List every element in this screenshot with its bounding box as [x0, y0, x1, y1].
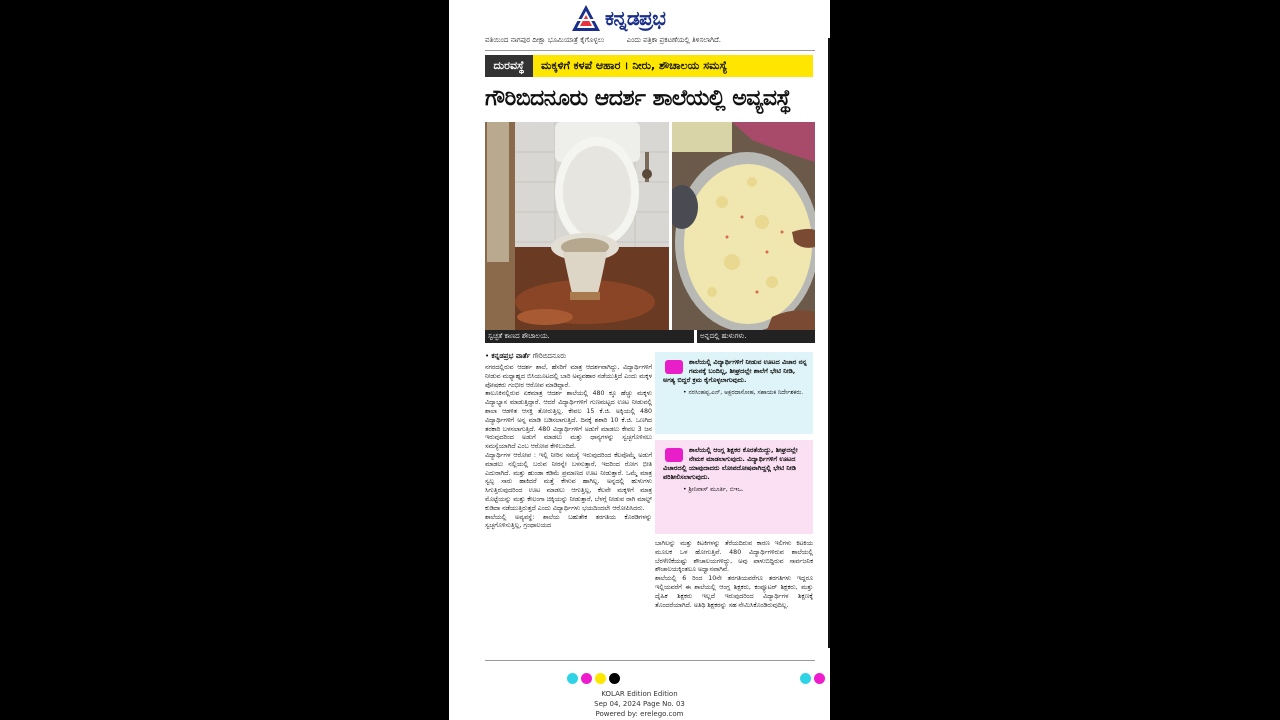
magenta-swatch	[581, 673, 592, 684]
quote-author: • ನರಸಿಂಹಪ್ಪ.ಎನ್, ಅಕ್ಷರದಾಸೋಹ, ಸಹಾಯಕ ನಿರ್ದೇಶಕರು.	[683, 389, 804, 396]
photo2-caption: ಅನ್ನದಲ್ಲಿ ಹುಳುಗಳು.	[697, 330, 815, 343]
top-rule	[485, 50, 815, 51]
headline: ಗೌರಿಬಿದನೂರು ಆದರ್ಶ ಶಾಲೆಯಲ್ಲಿ ಅವ್ಯವಸ್ಥೆ	[485, 86, 791, 111]
quote-text: ಶಾಲೆಯಲ್ಲಿ ವಿದ್ಯಾರ್ಥಿಗಳಿಗೆ ನೀಡುವ ಊಟದ ವಿಚಾರ ನನ್ನ ಗಮನಕ್ಕೆ ಬಂದಿಲ್ಲ, ಶೀಘ್ರದಲ್ಲೇ ಶಾಲೆಗೆ ಭೇಟಿ ನೀಡಿ, ಅಗತ್ಯ ಬಿದ್ದರೆ ಕ್ರಮ ಕೈಗೊಳ್ಳಲಾಗುವುದು.	[663, 358, 807, 384]
quote-box-1	[655, 352, 813, 434]
rice-photo	[672, 122, 815, 330]
page-footer	[449, 689, 830, 719]
kicker-bar	[485, 55, 813, 77]
footer-edition: KOLAR Edition Edition	[601, 690, 678, 698]
photo1-caption: ಸ್ವಚ್ಛತೆ ಕಾಣದ ಶೌಚಾಲಯ.	[485, 330, 694, 343]
registration-swatches	[567, 669, 623, 688]
article-body-left	[485, 364, 652, 656]
quote-text: ಶಾಲೆಯಲ್ಲಿ ಆಂಗ್ಲ ಶಿಕ್ಷಕರ ಕೊರತೆಯಿದ್ದು, ಶೀಘ್ರದಲ್ಲೇ ನೇಮಕ ಮಾಡಲಾಗುವುದು. ವಿದ್ಯಾರ್ಥಿಗಳಿಗೆ ಊಟದ ವಿಚಾರದಲ್ಲಿ ಯಾವುದಾದರು ಲೋಪದೋಷವಾಗಿದ್ದಲ್ಲಿ ಭೇಟಿ ನೀಡಿ ಪರಿಶೀಲಿಸಲಾಗುವುದು.	[663, 446, 798, 481]
byline-source: ಕನ್ನಡಪ್ರಭ ವಾರ್ತೆ	[491, 352, 531, 360]
adjacent-page-swatches	[800, 669, 828, 688]
article-paragraph: ವಿದ್ಯಾರ್ಥಿಗಳ ಆರೋಪ : ಇಲ್ಲಿ ನೀರಿನ ಸಮಸ್ಯೆ ಇರುವುದರಿಂದ ಕೆಲವೊಮ್ಮೆ ಅಡುಗೆ ಮಾಡಲು ನಲ್ಲಿಯಲ್ಲಿ ಬರುವ ನೀರನ್ನೇ ಬಳಸುತ್ತಾರೆ, ಇದರಿಂದ ರೋಗ ಭೀತಿ ಎದುರಾಗಿದೆ. ಮತ್ತು ಹುಂಡಾ ಕಡಿಮೆ ಪ್ರಮಾಣದ ಊಟ ನೀಡುತ್ತಾರೆ. ಒಮ್ಮೆ ಮಾತ್ರ ಸ್ವಲ್ಪ ಸಾರು ಹಾಕಿದರೆ ಮತ್ತೆ ಕೇಳುವ ಹಾಗಿಲ್ಲ. ಅನ್ನದಲ್ಲಿ ಹುಳುಗಳು ಸಿಗುತ್ತಿರುವುದರಿಂದ ಊಟ ಮಾಡಲು ಆಗುತ್ತಿಲ್ಲ, ಕೆಲವೇ ಮಕ್ಕಳಿಗೆ ಮಾತ್ರ ಮೊಟ್ಟೆಯನ್ನು ಮತ್ತು ಕೇಲಂಗಾ ಚಿಕ್ಕಿಯನ್ನು ನೀಡುತ್ತಾರೆ, ಬೆಳಗ್ಗೆ ನೀಡುವ ರಾಗಿ ಮಾಲ್ಟ್ ಕುಡಿದಾ ನಡೆಯುತ್ತಿರುತ್ತದೆ ಎಂದು ವಿದ್ಯಾರ್ಥಿಗಳು ಭಯದಿಂದಲೇ ಆರೋಪಿಸಿದರು.	[485, 451, 652, 512]
newspaper-page	[449, 0, 830, 720]
strap-left: ವತಿಯಿಂದ ನಾಗಪುರ ದೀಕ್ಷಾ ಭೂಮಿಯಾತ್ರೆ ಕೈಗೊಳ್ಳಲು	[485, 36, 605, 44]
black-swatch	[609, 673, 620, 684]
footer-powered: Powered by: erelego.com	[595, 710, 684, 718]
article-paragraph: ನಗರದಲ್ಲಿರುವ ಆದರ್ಶ ಶಾಲೆ, ಹೆಸರಿಗೆ ಮಾತ್ರ ಆದರ್ಶವಾಗಿದ್ದು, ವಿದ್ಯಾರ್ಥಿಗಳಿಗೆ ನೀಡುವ ಮಧ್ಯಾಹ್ನದ ಬಿಸಿಯೂಟದಲ್ಲಿ ಬಾರಿ ಅವ್ಯವಹಾರ ನಡೆಯುತ್ತಿದೆ ಎಂದು ಮಕ್ಕಳ ಪೋಷಕರು ಗಂಭೀರ ಆರೋಪ ಮಾಡಿದ್ದಾರೆ.	[485, 364, 652, 389]
article-paragraph: ಶಾಲೆಯಲ್ಲಿ ಅವ್ಯವಸ್ಥೆ: ಶಾಲೆಯ ಬಹುತೇಕ ತರಗತಿಯ ಕೊಠಡಿಗಳನ್ನು ಸ್ವಚ್ಛಗೊಳಿಸುತ್ತಿಲ್ಲ, ಗ್ರಂಥಾಲಯದ	[485, 513, 652, 530]
byline: • ಕನ್ನಡಪ್ರಭ ವಾರ್ತೆ ಗೌರಿಬಿದನೂರು	[485, 352, 567, 360]
article-paragraph: ತಾಲೂಕಿನಲ್ಲಿರುವ ಏಕಮಾತ್ರ ಆದರ್ಶ ಶಾಲೆಯಲ್ಲಿ 480 ಕ್ಕೂ ಹೆಚ್ಚು ಮಕ್ಕಳು ವಿದ್ಯಾಭ್ಯಾಸ ಮಾಡುತ್ತಿದ್ದಾರೆ. ಆದರೆ ವಿದ್ಯಾರ್ಥಿಗಳಿಗೆ ಗುಣಮಟ್ಟದ ಊಟ ನೀಡುವಲ್ಲಿ ಶಾಲಾ ಆಡಳಿತ ಆಸಕ್ತಿ ತೋರುತ್ತಿಲ್ಲ. ಕೇವಲ 15 ಕೆ.ಜಿ. ಅಕ್ಕಿಯಲ್ಲಿ 480 ವಿದ್ಯಾರ್ಥಿಗಳಿಗೆ ಅನ್ನ ಮಾಡಿ ಬಡಿಸಲಾಗುತ್ತಿದೆ. ದಿನಕ್ಕೆ ಶಶಾರಿ 10 ಕೆ.ಜಿ. ಒಣಗಿದ ತರಕಾರಿ ಬಳಸಲಾಗುತ್ತಿದೆ. 480 ವಿದ್ಯಾರ್ಥಿಗಳಿಗೆ ಅಡುಗೆ ಮಾಡಲು ಕೇವಲ 3 ಜನ ಇರುವುದರಿಂದ ಅಡುಗೆ ಮಾಡಲು ಮತ್ತು ಧಾನ್ಯಗಳನ್ನು ಸ್ವಚ್ಛಗೊಳಿಸಲು ಸಮಸ್ಯೆಯಾಗಿದೆ ಎಂಬ ಆರೋಪ ಕೇಳಿಬಂದಿದೆ.	[485, 390, 652, 451]
footer-date-page: Sep 04, 2024 Page No. 03	[594, 700, 685, 708]
kicker-text: ಮಕ್ಕಳಿಗೆ ಕಳಪೆ ಆಹಾರ । ನೀರು, ಶೌಚಾಲಯ ಸಮಸ್ಯೆ	[541, 59, 728, 72]
kicker-tag: ದುರವಸ್ಥೆ	[485, 55, 533, 77]
quote-mark-icon	[665, 360, 683, 374]
kannadaprabha-logo-icon	[571, 4, 601, 32]
cyan-swatch	[800, 673, 811, 684]
article-paragraph: ಶಾಲೆಯಲ್ಲಿ 6 ರಿಂದ 10ನೇ ತರಗತಿಯವರೆಗೂ ತರಗತಿಗಳು ಇದ್ದರೂ ಇಲ್ಲಿಯವರೆಗೆ ಈ ಶಾಲೆಯಲ್ಲಿ ಆಂಗ್ಲ ಶಿಕ್ಷಕರು, ಕಂಪ್ಯೂಟರ್ ಶಿಕ್ಷಕರು, ಮತ್ತು ದೈಹಿಕ ಶಿಕ್ಷಕರು ಇಲ್ಲದೆ ಇರುವುದರಿಂದ ವಿದ್ಯಾರ್ಥಿಗಳ ಶಿಕ್ಷಣಕ್ಕೆ ತೊಂದರೆಯಾಗಿದೆ. ಅತಿಥಿ ಶಿಕ್ಷಕರನ್ನು ಸಹ ನೇಮಿಸಿಕೊಂಡಿರುವುದಿಲ್ಲ.	[655, 575, 813, 609]
strap-line	[485, 36, 815, 45]
byline-place: ಗೌರಿಬಿದನೂರು	[532, 352, 567, 360]
magenta-swatch	[814, 673, 825, 684]
masthead	[569, 4, 719, 32]
article-paragraph: ಬಾಗಿಲನ್ನು ಮತ್ತು ಕಿಟಕಿಗಳನ್ನು ತೆರೆಯದಿರುವ ಕಾರಣ ಇಲಿಗಳು ಕಿಟಕಿಯ ಮೂಲಕ ಒಳ ಹೋಗುತ್ತಿವೆ. 480 ವಿದ್ಯಾರ್ಥಿಗಳಿರುವ ಶಾಲೆಯಲ್ಲಿ ಬೆರಳೆಣಿಕೆಯಷ್ಟು ಶೌಚಾಲಯಗಳಿದ್ದು, ಅವು ಪಾಳುಬಿದ್ದಿರುವ ಸಾರ್ವಜನಿಕ ಶೌಚಾಲಯಕ್ಕಿಂತಲೂ ಅಧ್ವಾನವಾಗಿವೆ.	[655, 540, 813, 574]
bottom-rule	[485, 660, 815, 661]
quote-author: • ಶ್ರೀನಿವಾಸ್ ಮೂರ್ತಿ, ಬಿಇಒ.	[683, 486, 744, 493]
quote-box-2	[655, 440, 813, 534]
yellow-swatch	[595, 673, 606, 684]
toilet-photo	[485, 122, 669, 330]
masthead-title: ಕನ್ನಡಪ್ರಭ	[605, 6, 666, 30]
strap-right: ಎಂದು ಪತ್ರಿಕಾ ಪ್ರಕಟಣೆಯಲ್ಲಿ ತಿಳಿಸಲಾಗಿದೆ.	[626, 36, 722, 44]
quote-mark-icon	[665, 448, 683, 462]
cyan-swatch	[567, 673, 578, 684]
article-body-right	[655, 540, 813, 656]
adjacent-page-edge	[828, 38, 830, 648]
